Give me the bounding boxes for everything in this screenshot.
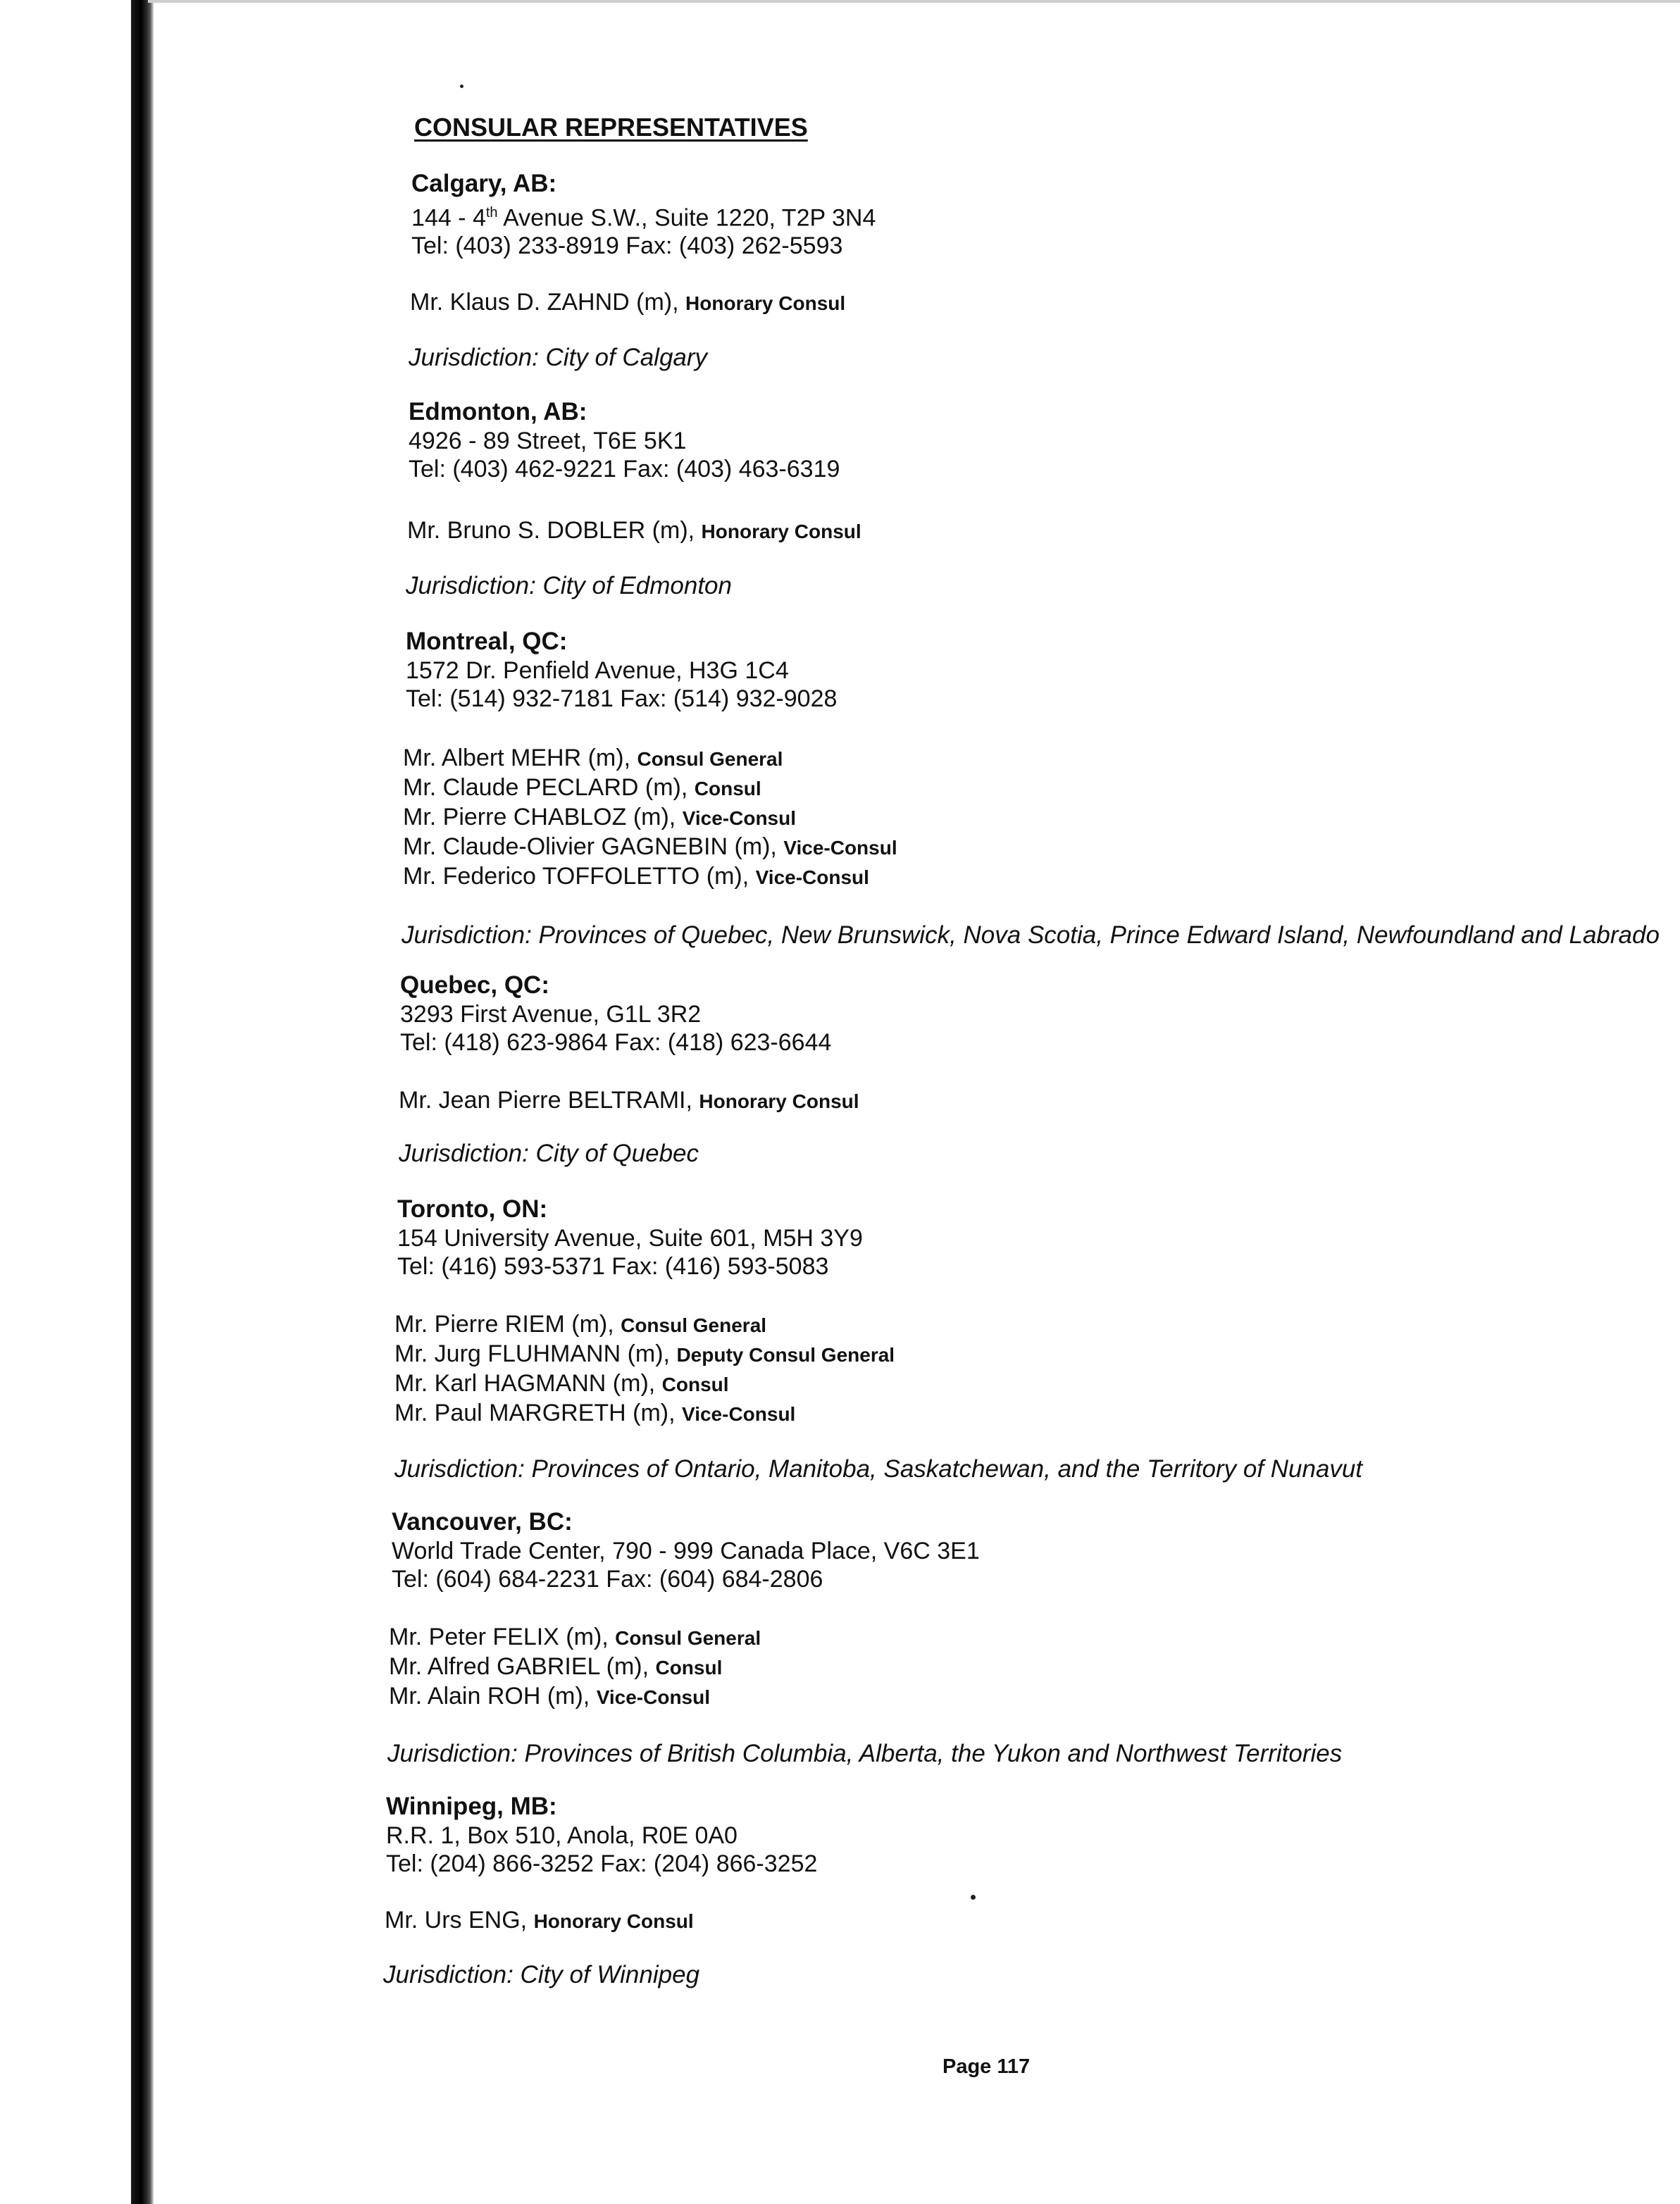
office-phone: Tel: (416) 593-5371 Fax: (416) 593-5083 (397, 1253, 829, 1280)
scan-speck (971, 1895, 976, 1900)
official: Mr. Bruno S. DOBLER (m), Honorary Consul (407, 517, 861, 544)
office-city: Calgary, AB: (411, 170, 557, 197)
officials-list (410, 288, 845, 318)
office-winnipeg (386, 1792, 817, 1878)
office-jurisdiction: Jurisdiction: City of Edmonton (406, 572, 732, 599)
official: Mr. Pierre CHABLOZ (m), Vice-Consul (403, 804, 797, 830)
official: Mr. Albert MEHR (m), Consul General (403, 745, 783, 771)
official: Mr. Urs ENG, Honorary Consul (385, 1907, 694, 1934)
office-address: 4926 - 89 Street, T6E 5K1 (409, 428, 687, 454)
office-address: 1572 Dr. Penfield Avenue, H3G 1C4 (406, 657, 789, 684)
official: Mr. Jurg FLUHMANN (m), Deputy Consul General (394, 1340, 895, 1367)
official: Mr. Peter FELIX (m), Consul General (389, 1624, 761, 1650)
office-vancouver (392, 1507, 980, 1593)
official: Mr. Karl HAGMANN (m), Consul (394, 1370, 729, 1397)
official: Mr. Jean Pierre BELTRAMI, Honorary Consul (399, 1087, 859, 1114)
office-jurisdiction: Jurisdiction: City of Quebec (399, 1140, 699, 1167)
scan-top-edge (148, 0, 1680, 3)
office-jurisdiction: Jurisdiction: City of Winnipeg (383, 1961, 700, 1988)
office-phone: Tel: (403) 462-9221 Fax: (403) 463-6319 (409, 456, 840, 482)
scan-margin (0, 0, 134, 2204)
office-city: Vancouver, BC: (392, 1508, 573, 1536)
officials-list (403, 744, 897, 892)
officials-list (394, 1310, 895, 1428)
office-montreal (406, 627, 837, 713)
office-phone: Tel: (604) 684-2231 Fax: (604) 684-2806 (392, 1566, 823, 1593)
official: Mr. Pierre RIEM (m), Consul General (394, 1311, 767, 1338)
office-quebec (400, 971, 831, 1057)
office-city: Quebec, QC: (400, 971, 549, 999)
scan-binding-edge (131, 0, 154, 2204)
office-address: 3293 First Avenue, G1L 3R2 (400, 1001, 702, 1028)
official: Mr. Paul MARGRETH (m), Vice-Consul (394, 1400, 796, 1426)
official: Mr. Klaus D. ZAHND (m), Honorary Consul (410, 289, 846, 316)
scan-speck (460, 85, 463, 88)
page-number: Page 117 (942, 2055, 1031, 2078)
official: Mr. Claude-Olivier GAGNEBIN (m), Vice-Consul (403, 833, 897, 860)
office-phone: Tel: (514) 932-7181 Fax: (514) 932-9028 (406, 685, 838, 712)
office-city: Winnipeg, MB: (386, 1793, 557, 1820)
officials-list (385, 1906, 694, 1936)
office-address: 144 - 4th Avenue S.W., Suite 1220, T2P 3N4 (411, 204, 876, 232)
office-edmonton (409, 397, 840, 483)
official: Mr. Alfred GABRIEL (m), Consul (389, 1653, 723, 1680)
office-address: R.R. 1, Box 510, Anola, R0E 0A0 (386, 1822, 738, 1849)
officials-list (407, 516, 861, 546)
office-city: Montreal, QC: (406, 628, 568, 655)
officials-list (399, 1086, 859, 1116)
office-phone: Tel: (418) 623-9864 Fax: (418) 623-6644 (400, 1029, 832, 1056)
office-phone: Tel: (403) 233-8919 Fax: (403) 262-5593 (411, 232, 843, 260)
office-calgary (411, 169, 876, 260)
page-title: CONSULAR REPRESENTATIVES (414, 113, 808, 142)
official: Mr. Federico TOFFOLETTO (m), Vice-Consul (403, 863, 869, 890)
office-toronto (397, 1195, 863, 1281)
official: Mr. Claude PECLARD (m), Consul (403, 774, 761, 801)
office-phone: Tel: (204) 866-3252 Fax: (204) 866-3252 (386, 1850, 818, 1877)
office-city: Toronto, ON: (397, 1195, 548, 1223)
officials-list (389, 1623, 761, 1712)
office-address: World Trade Center, 790 - 999 Canada Place, V6C 3E1 (392, 1538, 980, 1564)
official: Mr. Alain ROH (m), Vice-Consul (389, 1683, 711, 1710)
office-jurisdiction: Jurisdiction: Provinces of Quebec, New Brunswick, Nova Scotia, Prince Edward Island, Newfoundland and Labrado (402, 921, 1660, 949)
office-city: Edmonton, AB: (409, 398, 587, 425)
office-address: 154 University Avenue, Suite 601, M5H 3Y9 (397, 1225, 863, 1252)
office-jurisdiction: Jurisdiction: Provinces of Ontario, Manitoba, Saskatchewan, and the Territory of Nunavut (394, 1455, 1363, 1483)
office-jurisdiction: Jurisdiction: Provinces of British Columbia, Alberta, the Yukon and Northwest Territories (387, 1740, 1343, 1767)
office-jurisdiction: Jurisdiction: City of Calgary (409, 344, 708, 371)
